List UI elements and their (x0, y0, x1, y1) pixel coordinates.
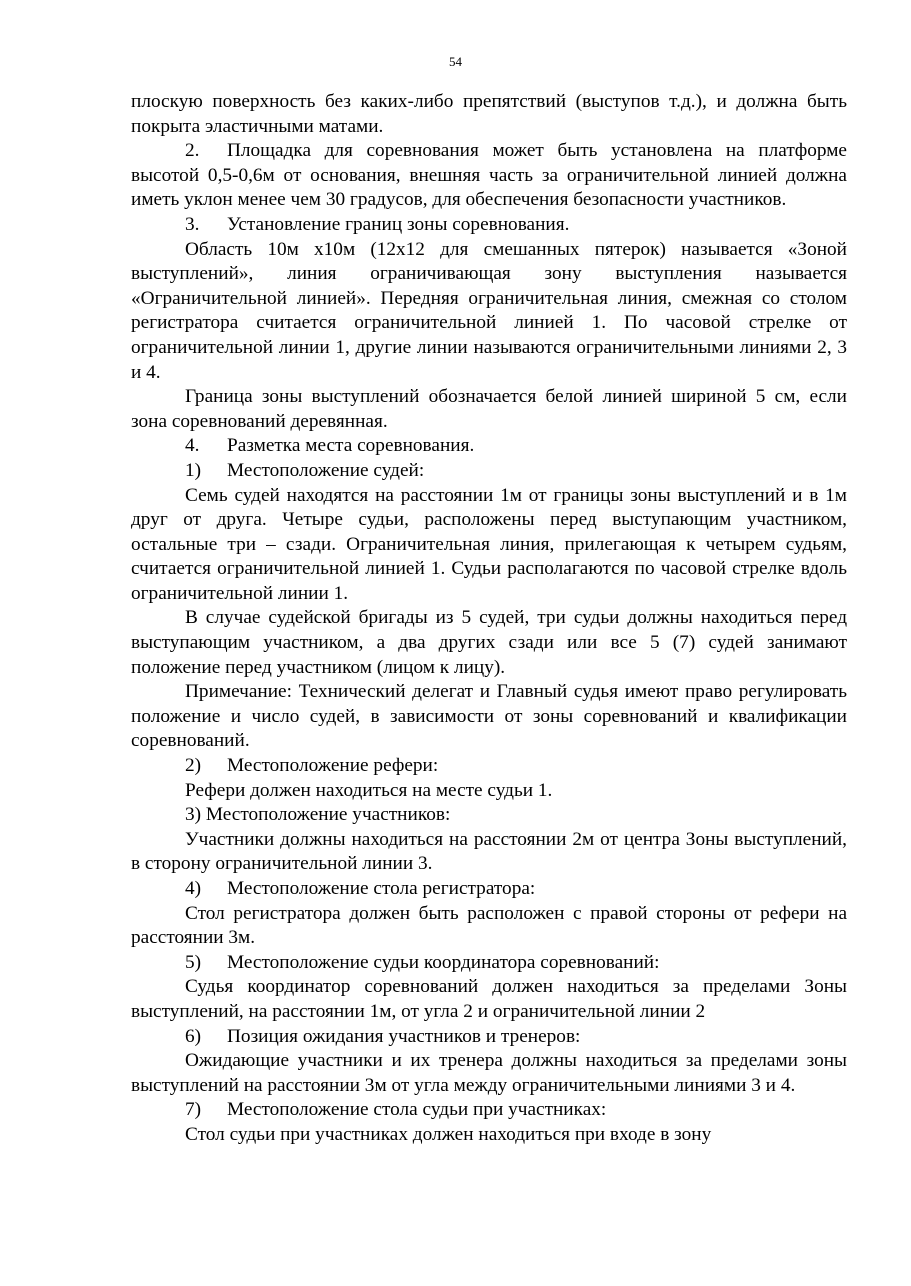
paragraph: Судья координатор соревнований должен находиться за пределами Зоны выступлений, на расстоянии 1м, от угла 2 и ограничительной линии 2 (131, 976, 847, 1022)
item-text: Разметка места соревнования. (227, 435, 475, 457)
paragraph: Рефери должен находиться на месте судьи 1. (185, 779, 553, 801)
numbered-item (131, 1025, 847, 1050)
paragraph: Ожидающие участники и их тренера должны находиться за пределами зоны выступлений на расстоянии 3м от угла между ограничительными линиями 3 и 4. (131, 1050, 847, 1096)
numbered-item (131, 1098, 847, 1123)
paragraph: Граница зоны выступлений обозначается белой линией шириной 5 см, если зона соревнований деревянная. (131, 386, 847, 432)
body-text (131, 90, 847, 1148)
item-number: 1) (185, 459, 202, 481)
item-number: 2) (185, 755, 202, 777)
paragraph: В случае судейской бригады из 5 судей, три судьи должны находиться перед выступающим участником, а два других сзади или все 5 (7) судей занимают положение перед участником (лицом к лицу). (131, 607, 847, 678)
paragraph: Стол судьи при участниках должен находиться при входе в зону (185, 1123, 712, 1145)
item-text: Местоположение рефери: (227, 755, 439, 777)
paragraph: Область 10м х10м (12х12 для смешанных пятерок) называется «Зоной выступлений», линия ограничивающая зону выступления называется «Ограничительной линией». Передняя ограничительная линия, смежная со столом регистратора считается ограничительной линией 1. По часовой стрелке от ограничительной линии 1, другие линии называются ограничительными линиями 2, 3 и 4. (131, 238, 847, 383)
numbered-item (131, 434, 847, 459)
paragraph: Стол регистратора должен быть расположен с правой стороны от рефери на расстоянии 3м. (131, 902, 847, 949)
item-text: Местоположение стола судьи при участниках: (227, 1099, 607, 1121)
numbered-item (131, 459, 847, 484)
paragraph: Семь судей находятся на расстоянии 1м от границы зоны выступлений и в 1м друг от друга. Четыре судьи, расположены перед выступающим участником, остальные три – сзади. Ограничительная линия, прилегающая к четырем судьям, считается ограничительной линией 1. Судьи располагаются по часовой стрелке вдоль ограничительной линии 1. (131, 484, 847, 604)
numbered-item (131, 139, 847, 213)
item-number: 2. (185, 140, 200, 162)
numbered-item (131, 213, 847, 238)
item-number: 5) (185, 951, 202, 973)
numbered-item (131, 754, 847, 779)
item-text: Установление границ зоны соревнования. (227, 213, 570, 235)
item-text: Позиция ожидания участников и тренеров: (227, 1025, 581, 1047)
item-number: 4. (185, 435, 200, 457)
page-number: 54 (449, 54, 462, 69)
paragraph: Участники должны находиться на расстоянии 2м от центра Зоны выступлений, в сторону ограничительной линии 3. (131, 828, 847, 875)
item-number: 4) (185, 878, 202, 899)
paragraph: плоскую поверхность без каких-либо препятствий (выступов т.д.), и должна быть покрыта эластичными матами. (131, 91, 847, 137)
item-number: 3. (185, 213, 200, 235)
item-number: 7) (185, 1099, 202, 1121)
item-text: Местоположение судей: (227, 459, 425, 481)
item-text: Местоположение стола регистратора: (227, 878, 536, 899)
numbered-item (131, 877, 847, 902)
paragraph: Примечание: Технический делегат и Главный судья имеют право регулировать положение и число судей, в зависимости от зоны соревнований и квалификации соревнований. (131, 681, 847, 752)
item-text: Площадка для соревнования может быть установлена на платформе высотой 0,5-0,6м от основания, внешняя часть за ограничительной линией должна иметь уклон менее чем 30 градусов, для обеспечения безопасности участников. (131, 140, 847, 211)
item-text: Местоположение судьи координатора соревнований: (227, 951, 660, 973)
item-number: 6) (185, 1025, 202, 1047)
numbered-item (131, 951, 847, 976)
paragraph: 3) Местоположение участников: (185, 804, 451, 826)
